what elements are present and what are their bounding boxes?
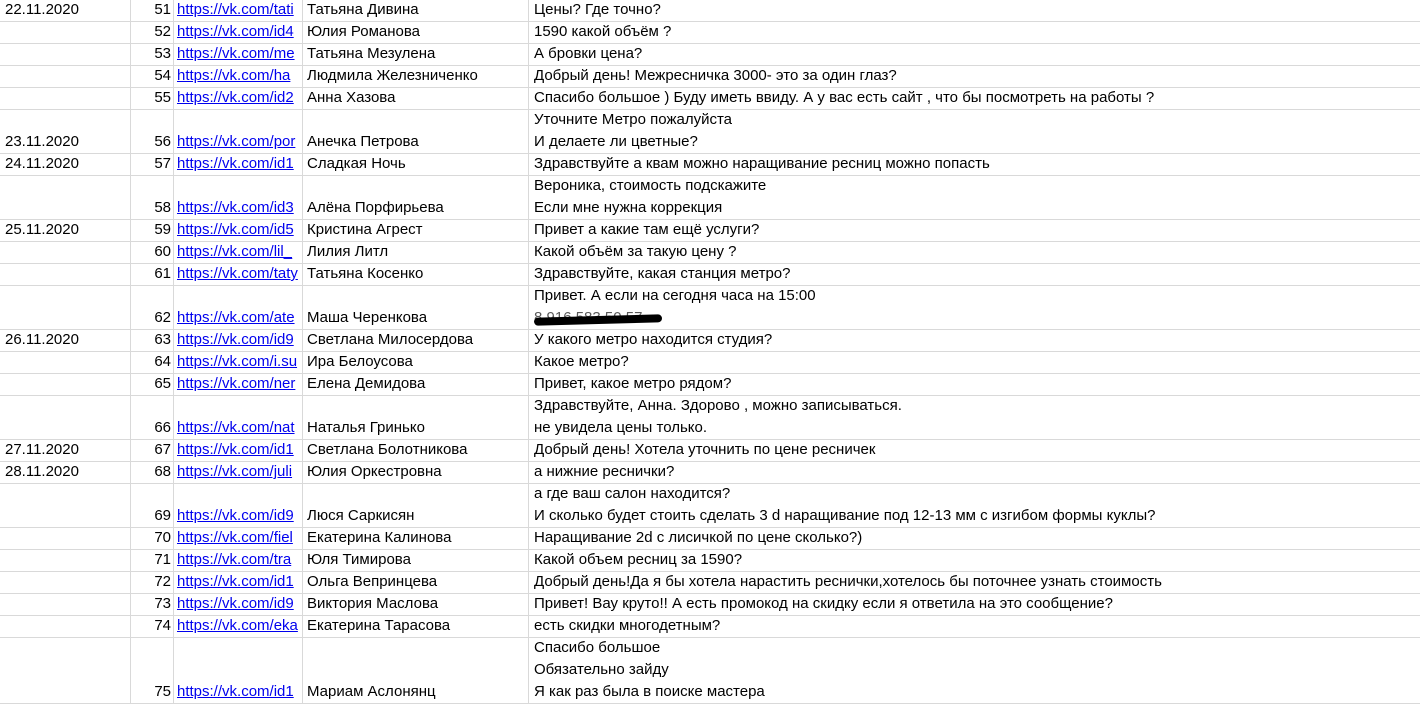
name-cell[interactable] — [303, 638, 529, 703]
date-cell[interactable] — [0, 550, 131, 571]
profile-link-cell[interactable] — [174, 572, 303, 593]
profile-link[interactable]: https://vk.com/id1 — [177, 441, 294, 458]
profile-link[interactable]: https://vk.com/taty — [177, 265, 298, 282]
message-line: Я как раз была в поиске мастера — [534, 683, 765, 700]
table-row — [0, 550, 1420, 572]
row-number: 53 — [154, 45, 171, 62]
profile-link-cell[interactable] — [174, 550, 303, 571]
profile-link[interactable]: https://vk.com/id1 — [177, 683, 294, 700]
message-line: 1590 какой объём ? — [534, 23, 672, 40]
message-line: Привет! Вау круто!! А есть промокод на скидку если я ответила на это сообщение? — [534, 595, 1113, 612]
row-number: 71 — [154, 551, 171, 568]
message-cell[interactable] — [529, 264, 1420, 285]
profile-link-cell[interactable] — [174, 44, 303, 65]
name-cell[interactable] — [303, 22, 529, 43]
profile-link-cell[interactable] — [174, 66, 303, 87]
profile-link[interactable]: https://vk.com/tra — [177, 551, 292, 568]
message-cell[interactable] — [529, 242, 1420, 263]
contact-name: Анечка Петрова — [307, 133, 419, 150]
row-number: 68 — [154, 463, 171, 480]
number-cell[interactable] — [131, 440, 174, 461]
table-row — [0, 88, 1420, 110]
number-cell[interactable] — [131, 176, 174, 219]
table-row — [0, 374, 1420, 396]
table-row — [0, 330, 1420, 352]
message-cell[interactable] — [529, 176, 1420, 219]
name-cell[interactable] — [303, 550, 529, 571]
date-cell[interactable] — [0, 242, 131, 263]
date-cell[interactable] — [0, 66, 131, 87]
contact-name: Юля Тимирова — [307, 551, 411, 568]
date-cell[interactable] — [0, 528, 131, 549]
date-cell[interactable] — [0, 220, 131, 241]
date-cell[interactable] — [0, 374, 131, 395]
message-line: Какое метро? — [534, 353, 629, 370]
row-number: 58 — [154, 199, 171, 216]
name-cell[interactable] — [303, 286, 529, 329]
date-value: 23.11.2020 — [5, 133, 79, 150]
name-cell[interactable] — [303, 0, 529, 21]
message-line: Спасибо большое ) Буду иметь ввиду. А у вас есть сайт , что бы посмотреть на работы ? — [534, 89, 1155, 106]
profile-link[interactable]: https://vk.com/id9 — [177, 507, 294, 524]
table-row — [0, 594, 1420, 616]
profile-link[interactable]: https://vk.com/lil_ — [177, 243, 293, 260]
contact-name: Светлана Милосердова — [307, 331, 474, 348]
profile-link-cell[interactable] — [174, 110, 303, 153]
contact-name: Ольга Вепринцева — [307, 573, 438, 590]
row-number: 54 — [154, 67, 171, 84]
message-cell[interactable] — [529, 220, 1420, 241]
message-cell[interactable] — [529, 484, 1420, 527]
contact-name: Екатерина Тарасова — [307, 617, 451, 634]
row-number: 67 — [154, 441, 171, 458]
message-cell[interactable] — [529, 352, 1420, 373]
row-number: 61 — [154, 265, 171, 282]
date-cell[interactable] — [0, 638, 131, 703]
date-cell[interactable] — [0, 110, 131, 153]
table-row — [0, 484, 1420, 528]
message-line: Обязательно зайду — [534, 661, 669, 678]
message-line: Привет а какие там ещё услуги? — [534, 221, 760, 238]
message-cell[interactable] — [529, 110, 1420, 153]
row-number: 64 — [154, 353, 171, 370]
table-row — [0, 616, 1420, 638]
redacted-phone — [534, 307, 1420, 329]
number-cell[interactable] — [131, 330, 174, 351]
name-cell[interactable] — [303, 154, 529, 175]
contact-name: Светлана Болотникова — [307, 441, 468, 458]
message-line: Здравствуйте, Анна. Здорово , можно записываться. — [534, 397, 902, 414]
profile-link-cell[interactable] — [174, 616, 303, 637]
number-cell[interactable] — [131, 0, 174, 21]
contact-name: Елена Демидова — [307, 375, 426, 392]
number-cell[interactable] — [131, 88, 174, 109]
message-cell[interactable] — [529, 0, 1420, 21]
contact-name: Татьяна Мезулена — [307, 45, 436, 62]
redacted-text — [534, 307, 642, 329]
row-number: 52 — [154, 23, 171, 40]
number-cell[interactable] — [131, 374, 174, 395]
number-cell[interactable] — [131, 352, 174, 373]
message-line: Здравствуйте, какая станция метро? — [534, 265, 791, 282]
message-line: А бровки цена? — [534, 45, 643, 62]
contact-name: Виктория Маслова — [307, 595, 439, 612]
message-cell[interactable] — [529, 594, 1420, 615]
contact-name: Юлия Оркестровна — [307, 463, 442, 480]
message-line: Добрый день! Межресничка 3000- это за один глаз? — [534, 67, 897, 84]
contact-name: Люся Саркисян — [307, 507, 415, 524]
row-number: 60 — [154, 243, 171, 260]
profile-link[interactable]: https://vk.com/i.su — [177, 353, 298, 370]
name-cell[interactable] — [303, 594, 529, 615]
row-number: 73 — [154, 595, 171, 612]
profile-link-cell[interactable] — [174, 154, 303, 175]
name-cell[interactable] — [303, 528, 529, 549]
row-number: 57 — [154, 155, 171, 172]
table-row — [0, 286, 1420, 330]
profile-link-cell[interactable] — [174, 176, 303, 219]
number-cell[interactable] — [131, 550, 174, 571]
profile-link[interactable]: https://vk.com/ha — [177, 67, 291, 84]
date-cell[interactable] — [0, 572, 131, 593]
name-cell[interactable] — [303, 484, 529, 527]
table-row — [0, 462, 1420, 484]
profile-link[interactable]: https://vk.com/fiel — [177, 529, 293, 546]
row-number: 70 — [154, 529, 171, 546]
date-value: 26.11.2020 — [5, 331, 79, 348]
row-number: 74 — [154, 617, 171, 634]
profile-link-cell[interactable] — [174, 242, 303, 263]
profile-link[interactable]: https://vk.com/id9 — [177, 595, 294, 612]
date-cell[interactable] — [0, 88, 131, 109]
profile-link-cell[interactable] — [174, 330, 303, 351]
number-cell[interactable] — [131, 242, 174, 263]
date-cell[interactable] — [0, 462, 131, 483]
profile-link-cell[interactable] — [174, 594, 303, 615]
message-cell[interactable] — [529, 528, 1420, 549]
profile-link[interactable]: https://vk.com/id3 — [177, 199, 294, 216]
profile-link-cell[interactable] — [174, 528, 303, 549]
date-value: 24.11.2020 — [5, 155, 79, 172]
message-cell[interactable] — [529, 374, 1420, 395]
message-cell[interactable] — [529, 44, 1420, 65]
table-row — [0, 110, 1420, 154]
date-cell[interactable] — [0, 154, 131, 175]
message-line: Какой объём за такую цену ? — [534, 243, 737, 260]
message-cell[interactable] — [529, 550, 1420, 571]
profile-link-cell[interactable] — [174, 286, 303, 329]
number-cell[interactable] — [131, 462, 174, 483]
table-row — [0, 242, 1420, 264]
message-cell[interactable] — [529, 638, 1420, 703]
name-cell[interactable] — [303, 264, 529, 285]
table-row — [0, 528, 1420, 550]
message-line: Добрый день!Да я бы хотела нарастить реснички,хотелось бы поточнее узнать стоимость — [534, 573, 1162, 590]
contact-name: Сладкая Ночь — [307, 155, 406, 172]
profile-link-cell[interactable] — [174, 440, 303, 461]
message-line: а нижние реснички? — [534, 463, 675, 480]
date-cell[interactable] — [0, 352, 131, 373]
profile-link-cell[interactable] — [174, 22, 303, 43]
date-cell[interactable] — [0, 396, 131, 439]
row-number: 69 — [154, 507, 171, 524]
message-cell[interactable] — [529, 616, 1420, 637]
date-cell[interactable] — [0, 22, 131, 43]
message-line: И сколько будет стоить сделать 3 d наращивание под 12-13 мм с изгибом формы куклы? — [534, 507, 1156, 524]
message-line: Наращивание 2d с лисичкой по цене сколько?) — [534, 529, 863, 546]
message-cell[interactable] — [529, 88, 1420, 109]
name-cell[interactable] — [303, 462, 529, 483]
profile-link-cell[interactable] — [174, 88, 303, 109]
table-row — [0, 66, 1420, 88]
name-cell[interactable] — [303, 572, 529, 593]
profile-link-cell[interactable] — [174, 462, 303, 483]
name-cell[interactable] — [303, 330, 529, 351]
message-line: Привет, какое метро рядом? — [534, 375, 732, 392]
table-row — [0, 0, 1420, 22]
message-line: Добрый день! Хотела уточнить по цене ресничек — [534, 441, 876, 458]
number-cell[interactable] — [131, 44, 174, 65]
row-number: 63 — [154, 331, 171, 348]
name-cell[interactable] — [303, 88, 529, 109]
row-number: 56 — [154, 133, 171, 150]
message-line: Вероника, стоимость подскажите — [534, 177, 767, 194]
profile-link[interactable]: https://vk.com/por — [177, 133, 296, 150]
profile-link[interactable]: https://vk.com/id9 — [177, 331, 294, 348]
number-cell[interactable] — [131, 22, 174, 43]
table-row — [0, 154, 1420, 176]
name-cell[interactable] — [303, 374, 529, 395]
profile-link[interactable]: https://vk.com/id5 — [177, 221, 294, 238]
profile-link[interactable]: https://vk.com/ner — [177, 375, 296, 392]
name-cell[interactable] — [303, 110, 529, 153]
table-row — [0, 264, 1420, 286]
contact-name: Людмила Железниченко — [307, 67, 478, 84]
profile-link[interactable]: https://vk.com/id4 — [177, 23, 294, 40]
name-cell[interactable] — [303, 440, 529, 461]
date-value: 28.11.2020 — [5, 463, 79, 480]
message-line: а где ваш салон находится? — [534, 485, 731, 502]
name-cell[interactable] — [303, 616, 529, 637]
contact-name: Екатерина Калинова — [307, 529, 452, 546]
number-cell[interactable] — [131, 594, 174, 615]
table-row — [0, 220, 1420, 242]
name-cell[interactable] — [303, 66, 529, 87]
profile-link[interactable]: https://vk.com/id1 — [177, 573, 294, 590]
contact-name: Наталья Гринько — [307, 419, 425, 436]
contact-name: Анна Хазова — [307, 89, 396, 106]
date-cell[interactable] — [0, 440, 131, 461]
message-cell[interactable] — [529, 572, 1420, 593]
date-cell[interactable] — [0, 616, 131, 637]
contact-name: Ира Белоусова — [307, 353, 413, 370]
message-line: Если мне нужна коррекция — [534, 199, 723, 216]
message-cell[interactable] — [529, 22, 1420, 43]
name-cell[interactable] — [303, 352, 529, 373]
name-cell[interactable] — [303, 396, 529, 439]
number-cell[interactable] — [131, 154, 174, 175]
message-cell[interactable] — [529, 154, 1420, 175]
number-cell[interactable] — [131, 66, 174, 87]
table-row — [0, 396, 1420, 440]
date-cell[interactable] — [0, 594, 131, 615]
number-cell[interactable] — [131, 638, 174, 703]
date-value: 27.11.2020 — [5, 441, 79, 458]
message-line: Уточните Метро пожалуйста — [534, 111, 733, 128]
name-cell[interactable] — [303, 242, 529, 263]
number-cell[interactable] — [131, 528, 174, 549]
row-number: 55 — [154, 89, 171, 106]
table-row — [0, 638, 1420, 704]
table-row — [0, 22, 1420, 44]
number-cell[interactable] — [131, 286, 174, 329]
profile-link-cell[interactable] — [174, 374, 303, 395]
profile-link[interactable]: https://vk.com/id2 — [177, 89, 294, 106]
profile-link-cell[interactable] — [174, 264, 303, 285]
number-cell[interactable] — [131, 396, 174, 439]
date-cell[interactable] — [0, 330, 131, 351]
date-cell[interactable] — [0, 0, 131, 21]
message-line: Здравствуйте а квам можно наращивание ресниц можно попасть — [534, 155, 990, 172]
row-number: 72 — [154, 573, 171, 590]
date-cell[interactable] — [0, 264, 131, 285]
message-line: Цены? Где точно? — [534, 1, 661, 18]
date-cell[interactable] — [0, 176, 131, 219]
message-cell[interactable] — [529, 330, 1420, 351]
row-number: 59 — [154, 221, 171, 238]
name-cell[interactable] — [303, 176, 529, 219]
name-cell[interactable] — [303, 44, 529, 65]
row-number: 62 — [154, 309, 171, 326]
contact-name: Маша Черенкова — [307, 309, 428, 326]
number-cell[interactable] — [131, 264, 174, 285]
number-cell[interactable] — [131, 616, 174, 637]
profile-link[interactable]: https://vk.com/eka — [177, 617, 298, 634]
message-cell[interactable] — [529, 462, 1420, 483]
profile-link-cell[interactable] — [174, 220, 303, 241]
message-line: У какого метро находится студия? — [534, 331, 773, 348]
message-line: Привет. А если на сегодня часа на 15:00 — [534, 287, 816, 304]
message-line: не увидела цены только. — [534, 419, 708, 436]
row-number: 75 — [154, 683, 171, 700]
row-number: 51 — [154, 1, 171, 18]
number-cell[interactable] — [131, 484, 174, 527]
date-cell[interactable] — [0, 484, 131, 527]
message-cell[interactable] — [529, 286, 1420, 329]
profile-link[interactable]: https://vk.com/nat — [177, 419, 295, 436]
profile-link-cell[interactable] — [174, 484, 303, 527]
table-row — [0, 44, 1420, 66]
profile-link[interactable]: https://vk.com/id1 — [177, 155, 294, 172]
date-cell[interactable] — [0, 44, 131, 65]
date-value: 25.11.2020 — [5, 221, 79, 238]
message-line: есть скидки многодетным? — [534, 617, 721, 634]
name-cell[interactable] — [303, 220, 529, 241]
profile-link[interactable]: https://vk.com/ate — [177, 309, 295, 326]
contact-name: Мариам Аслонянц — [307, 683, 436, 700]
profile-link-cell[interactable] — [174, 396, 303, 439]
message-line: Спасибо большое — [534, 639, 661, 656]
table-row — [0, 352, 1420, 374]
message-cell[interactable] — [529, 440, 1420, 461]
contact-name: Лилия Литл — [307, 243, 389, 260]
contact-name: Юлия Романова — [307, 23, 421, 40]
date-value: 22.11.2020 — [5, 1, 79, 18]
number-cell[interactable] — [131, 572, 174, 593]
number-cell[interactable] — [131, 110, 174, 153]
message-line: И делаете ли цветные? — [534, 133, 698, 150]
profile-link[interactable]: https://vk.com/tati — [177, 1, 294, 18]
table-row — [0, 572, 1420, 594]
row-number: 65 — [154, 375, 171, 392]
profile-link-cell[interactable] — [174, 638, 303, 703]
table-row — [0, 176, 1420, 220]
message-line: Какой объем ресниц за 1590? — [534, 551, 743, 568]
number-cell[interactable] — [131, 220, 174, 241]
contact-name: Кристина Агрест — [307, 221, 423, 238]
profile-link[interactable]: https://vk.com/me — [177, 45, 295, 62]
message-cell[interactable] — [529, 396, 1420, 439]
contact-name: Татьяна Дивина — [307, 1, 419, 18]
contact-name: Татьяна Косенко — [307, 265, 424, 282]
contact-name: Алёна Порфирьева — [307, 199, 444, 216]
profile-link[interactable]: https://vk.com/juli — [177, 463, 293, 480]
date-cell[interactable] — [0, 286, 131, 329]
profile-link-cell[interactable] — [174, 352, 303, 373]
row-number: 66 — [154, 419, 171, 436]
message-cell[interactable] — [529, 66, 1420, 87]
profile-link-cell[interactable] — [174, 0, 303, 21]
table-row — [0, 440, 1420, 462]
